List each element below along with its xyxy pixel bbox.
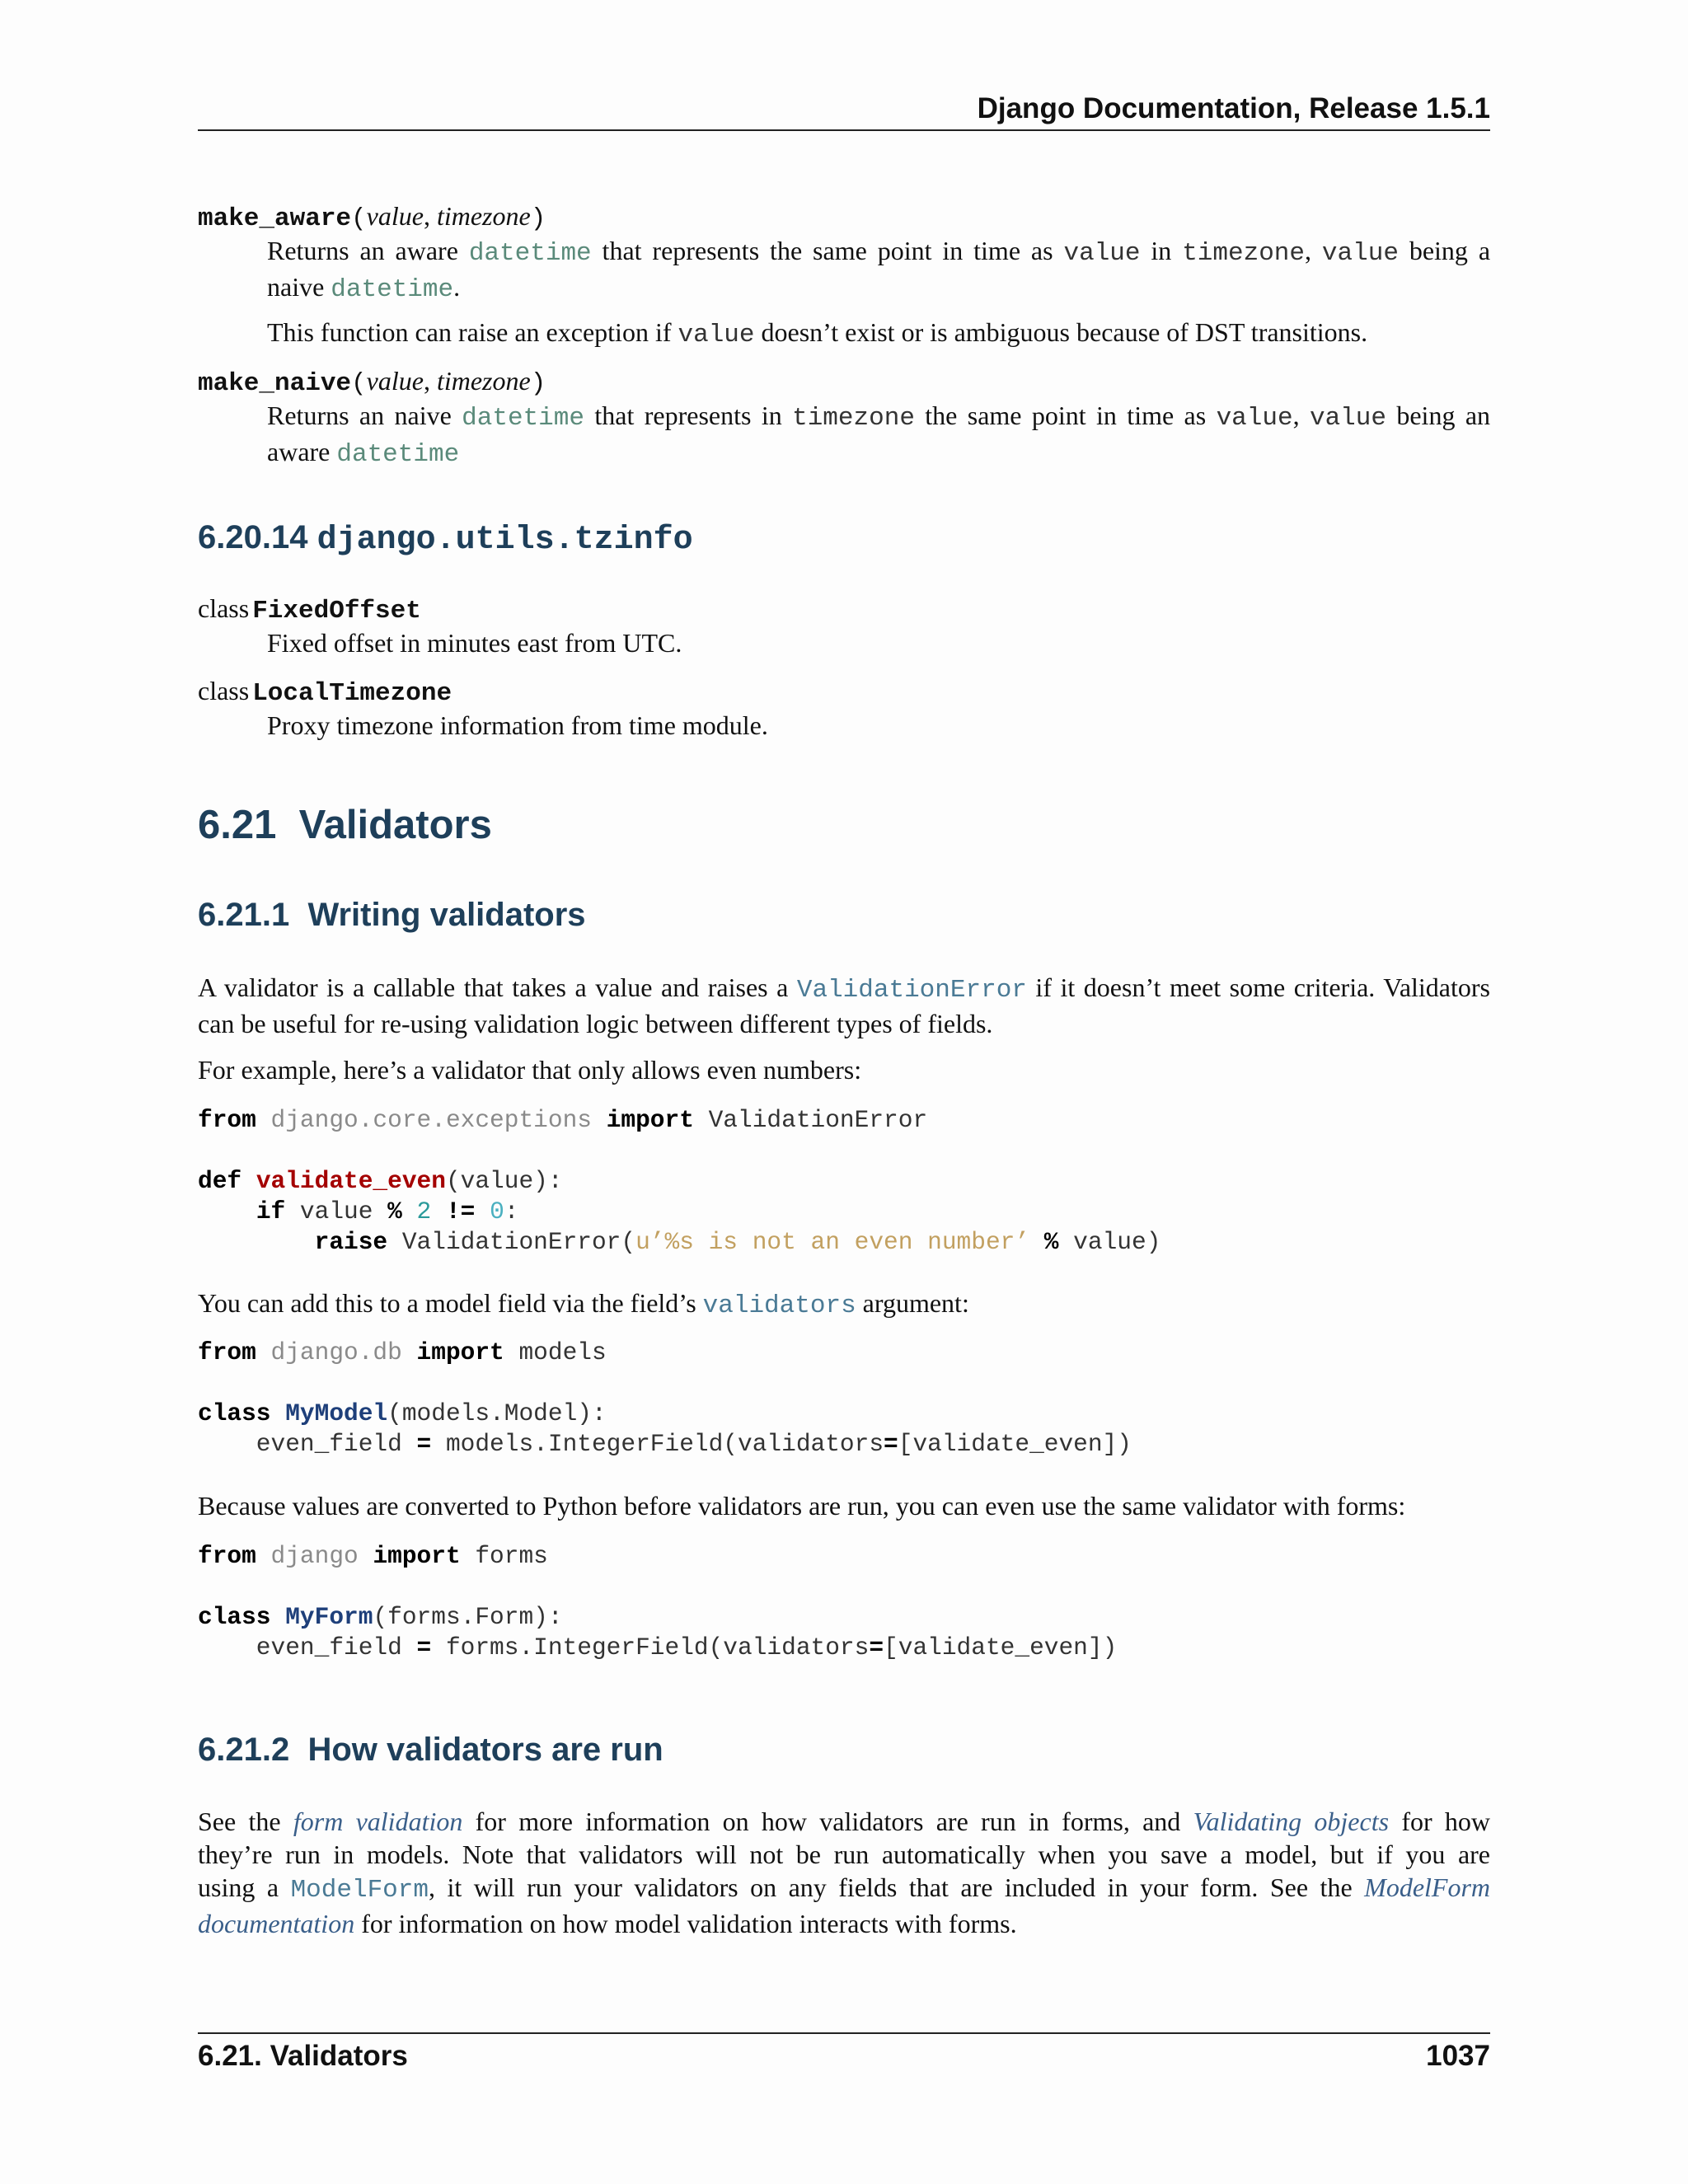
class-name: FixedOffset xyxy=(252,597,421,626)
datetime-link[interactable]: datetime xyxy=(468,239,592,268)
fixed-offset-description: Fixed offset in minutes east from UTC. xyxy=(267,628,682,658)
footer-rule xyxy=(198,2032,1490,2034)
section-heading-how-validators-run: 6.21.2 How validators are run xyxy=(198,1732,663,1768)
forms-paragraph: Because values are converted to Python before validators are run, you can even use the same validator with forms: xyxy=(198,1491,1406,1521)
validators-link[interactable]: validators xyxy=(702,1291,856,1320)
section-heading-validators: 6.21 Validators xyxy=(198,803,492,847)
datetime-link[interactable]: datetime xyxy=(331,275,454,304)
form-validation-link[interactable]: form validation xyxy=(293,1807,463,1836)
local-timezone-description: Proxy timezone information from time module. xyxy=(267,710,768,740)
section-heading-tzinfo: 6.20.14 django.utils.tzinfo xyxy=(198,519,693,559)
intro-paragraph: A validator is a callable that takes a value and raises a ValidationError if it doesn’t meet some criteria. Validators can be useful for re-using validation logic between different types of fields. xyxy=(198,972,1491,1038)
datetime-link[interactable]: datetime xyxy=(462,404,584,433)
make-naive-signature: make_naive(value, timezone) xyxy=(198,366,546,398)
code-block-model: from django.db import models class MyModel(models.Model): even_field = models.IntegerField(validators=[validate_even]) xyxy=(198,1338,1132,1458)
code-block-form: from django import forms class MyForm(forms.Form): even_field = forms.IntegerField(validators=[validate_even]) xyxy=(198,1542,1118,1661)
how-paragraph: See the form validation for more information on how validators are run in forms, and Validating objects for how they’re run in models. Note that validators will not be run automatically when you save a model, but if you are using a ModelForm, it will run your validators on any fields that are included in your form. See the ModelForm documentation for information on how model validation interacts with forms. xyxy=(198,1807,1491,1938)
header-rule xyxy=(198,129,1490,131)
example-intro: For example, here’s a validator that only allows even numbers: xyxy=(198,1055,862,1085)
code-block-validator: from django.core.exceptions import ValidationError def validate_even(value): if value % 2 != 0: raise ValidationError(u’%s is not an even number’ % value) xyxy=(198,1106,1161,1256)
class-name: LocalTimezone xyxy=(252,679,452,708)
fixed-offset-signature: class FixedOffset xyxy=(198,593,421,626)
make-aware-note: This function can raise an exception if value doesn’t exist or is ambiguous because of DST transitions. xyxy=(267,317,1368,349)
model-field-paragraph: You can add this to a model field via the field’s validators argument: xyxy=(198,1288,969,1320)
datetime-link[interactable]: datetime xyxy=(336,440,460,469)
make-naive-description: Returns an naive datetime that represents in timezone the same point in time as value, value being an aware datetime xyxy=(267,401,1491,469)
modelform-documentation-link-cont[interactable]: documentation xyxy=(198,1909,355,1938)
page-number: 1037 xyxy=(1426,2040,1490,2072)
make-aware-description: Returns an aware datetime that represents the same point in time as value in timezone, value being a naive datetime. xyxy=(267,236,1491,304)
local-timezone-signature: class LocalTimezone xyxy=(198,676,452,708)
validating-objects-link[interactable]: Validating objects xyxy=(1193,1807,1390,1836)
function-name: make_naive xyxy=(198,369,352,398)
section-heading-writing-validators: 6.21.1 Writing validators xyxy=(198,897,586,933)
running-header: Django Documentation, Release 1.5.1 xyxy=(977,92,1490,124)
modelform-link[interactable]: ModelForm xyxy=(290,1876,429,1905)
footer-section: 6.21. Validators xyxy=(198,2040,408,2072)
validation-error-link[interactable]: ValidationError xyxy=(796,976,1027,1005)
make-aware-signature: make_aware(value, timezone) xyxy=(198,201,546,233)
function-name: make_aware xyxy=(198,204,352,233)
modelform-documentation-link[interactable]: ModelForm xyxy=(1364,1872,1491,1902)
